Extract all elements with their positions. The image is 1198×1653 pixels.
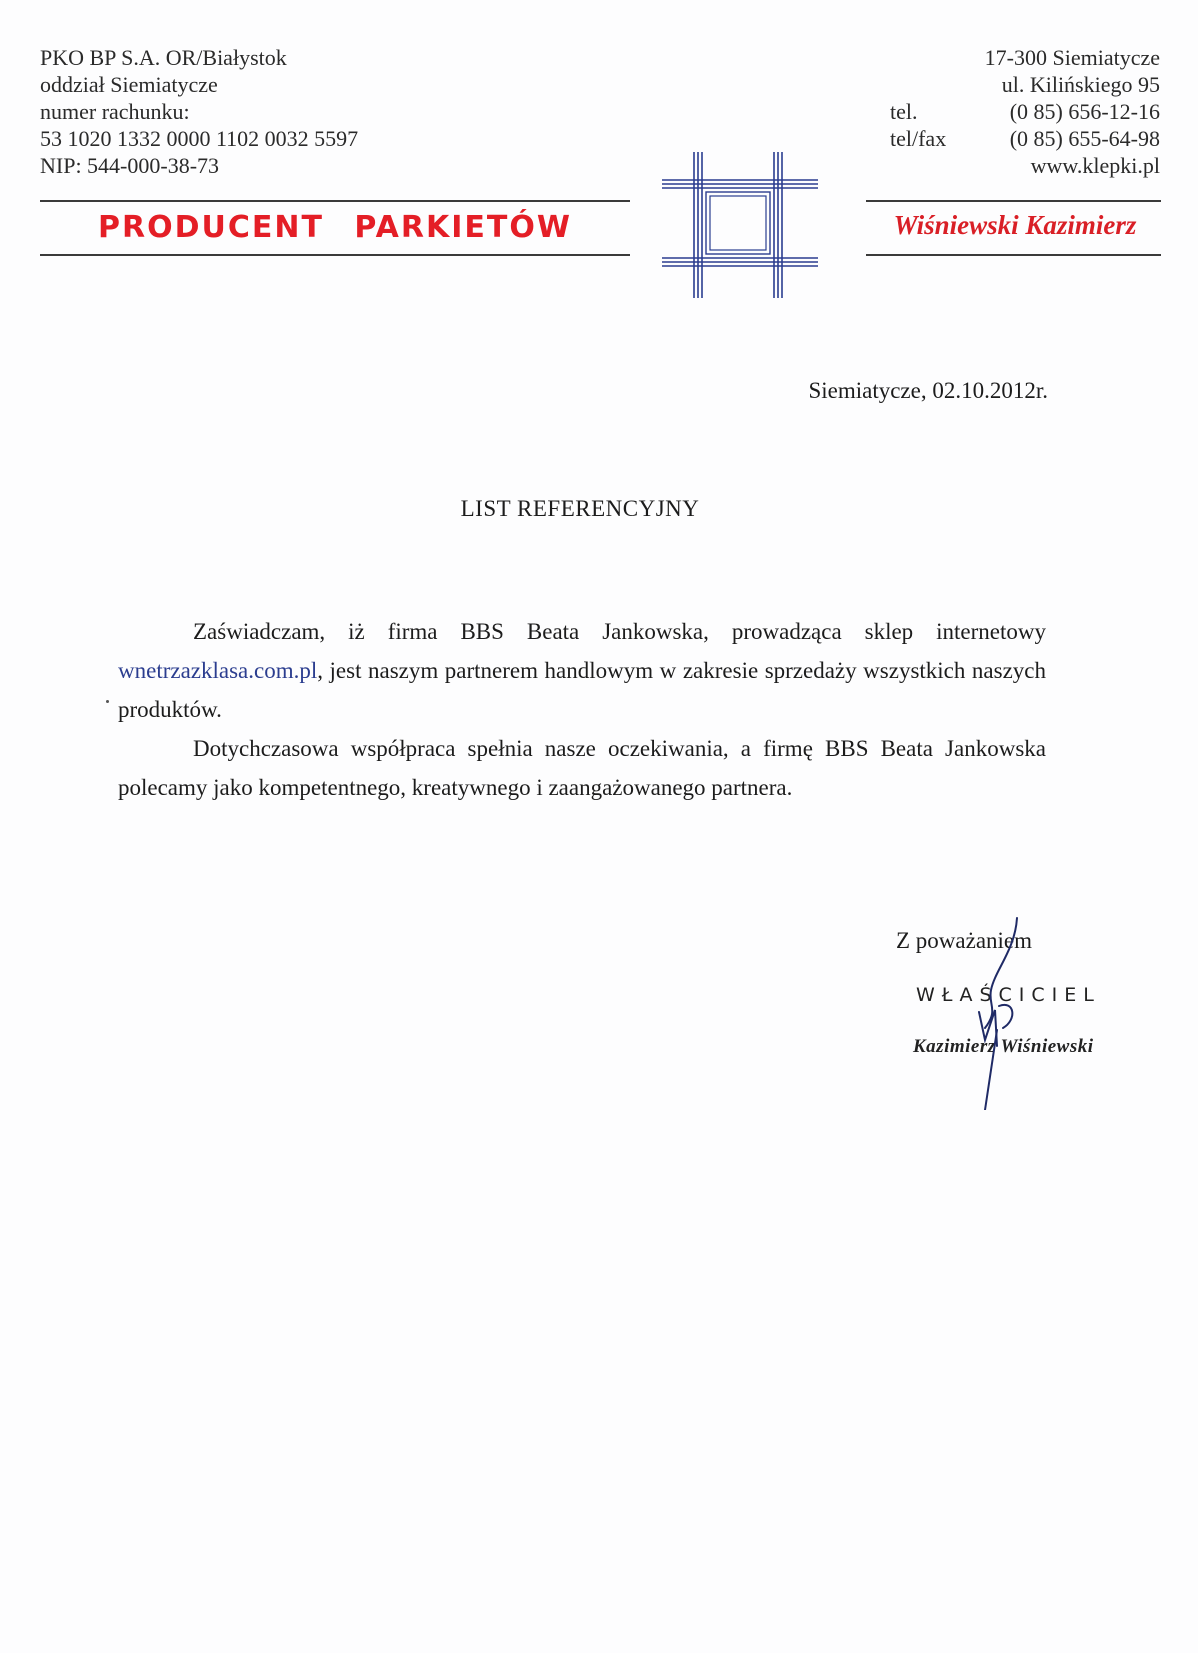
bank-details (40, 44, 358, 179)
signer-name: Kazimierz Wiśniewski (913, 1036, 1094, 1057)
shop-link[interactable]: wnetrzazklasa.com.pl (118, 658, 318, 683)
letter-date: Siemiatycze, 02.10.2012r. (808, 378, 1048, 403)
divider-right-top (866, 200, 1161, 202)
account-label: numer rachunku: (40, 99, 190, 124)
handwritten-signature-icon (955, 910, 1065, 1110)
stray-mark (106, 700, 109, 703)
phone-label: tel. (890, 99, 918, 124)
divider-left-top (40, 200, 630, 202)
postal-city: 17-300 Siemiatycze (984, 45, 1160, 70)
parquet-grid-logo-icon (660, 150, 820, 300)
paragraph-1 (118, 612, 1046, 729)
letter-title: LIST REFERENCYJNY (460, 496, 700, 521)
signer-role: WŁAŚCICIEL (916, 984, 1101, 1006)
fax-label: tel/fax (890, 126, 947, 151)
brand-owner-name: Wiśniewski Kazimierz (893, 210, 1137, 240)
phone-row (890, 98, 1160, 125)
letter-body (118, 612, 1046, 807)
closing-phrase: Z poważaniem (896, 928, 1033, 953)
fax-value: (0 85) 655-64-98 (1009, 126, 1160, 151)
brand-producer: PRODUCENT PARKIETÓW (98, 210, 572, 245)
divider-right-bottom (866, 254, 1161, 256)
paragraph-2: Dotychczasowa współpraca spełnia nasze oczekiwania, a firmę BBS Beata Jankowska polecamy jako kompetentnego, kreatywnego i zaangażowanego partnera. (118, 736, 1046, 800)
divider-left-bottom (40, 254, 630, 256)
fax-row (890, 125, 1160, 152)
bank-branch: oddział Siemiatycze (40, 72, 218, 97)
company-contact (890, 44, 1160, 179)
account-number: 53 1020 1332 0000 1102 0032 5597 (40, 126, 359, 151)
phone-value: (0 85) 656-12-16 (1009, 99, 1160, 124)
website-link[interactable]: www.klepki.pl (1030, 153, 1160, 178)
bank-name: PKO BP S.A. OR/Białystok (40, 45, 287, 70)
paragraph-1-start: Zaświadczam, iż firma BBS Beata Jankowska, prowadząca sklep internetowy (193, 619, 1046, 644)
street-address: ul. Kilińskiego 95 (1001, 72, 1160, 97)
paragraph-1-end: , jest naszym partnerem handlowym w zakresie sprzedaży wszystkich naszych produktów. (118, 658, 1046, 722)
nip-number: NIP: 544-000-38-73 (40, 153, 220, 178)
